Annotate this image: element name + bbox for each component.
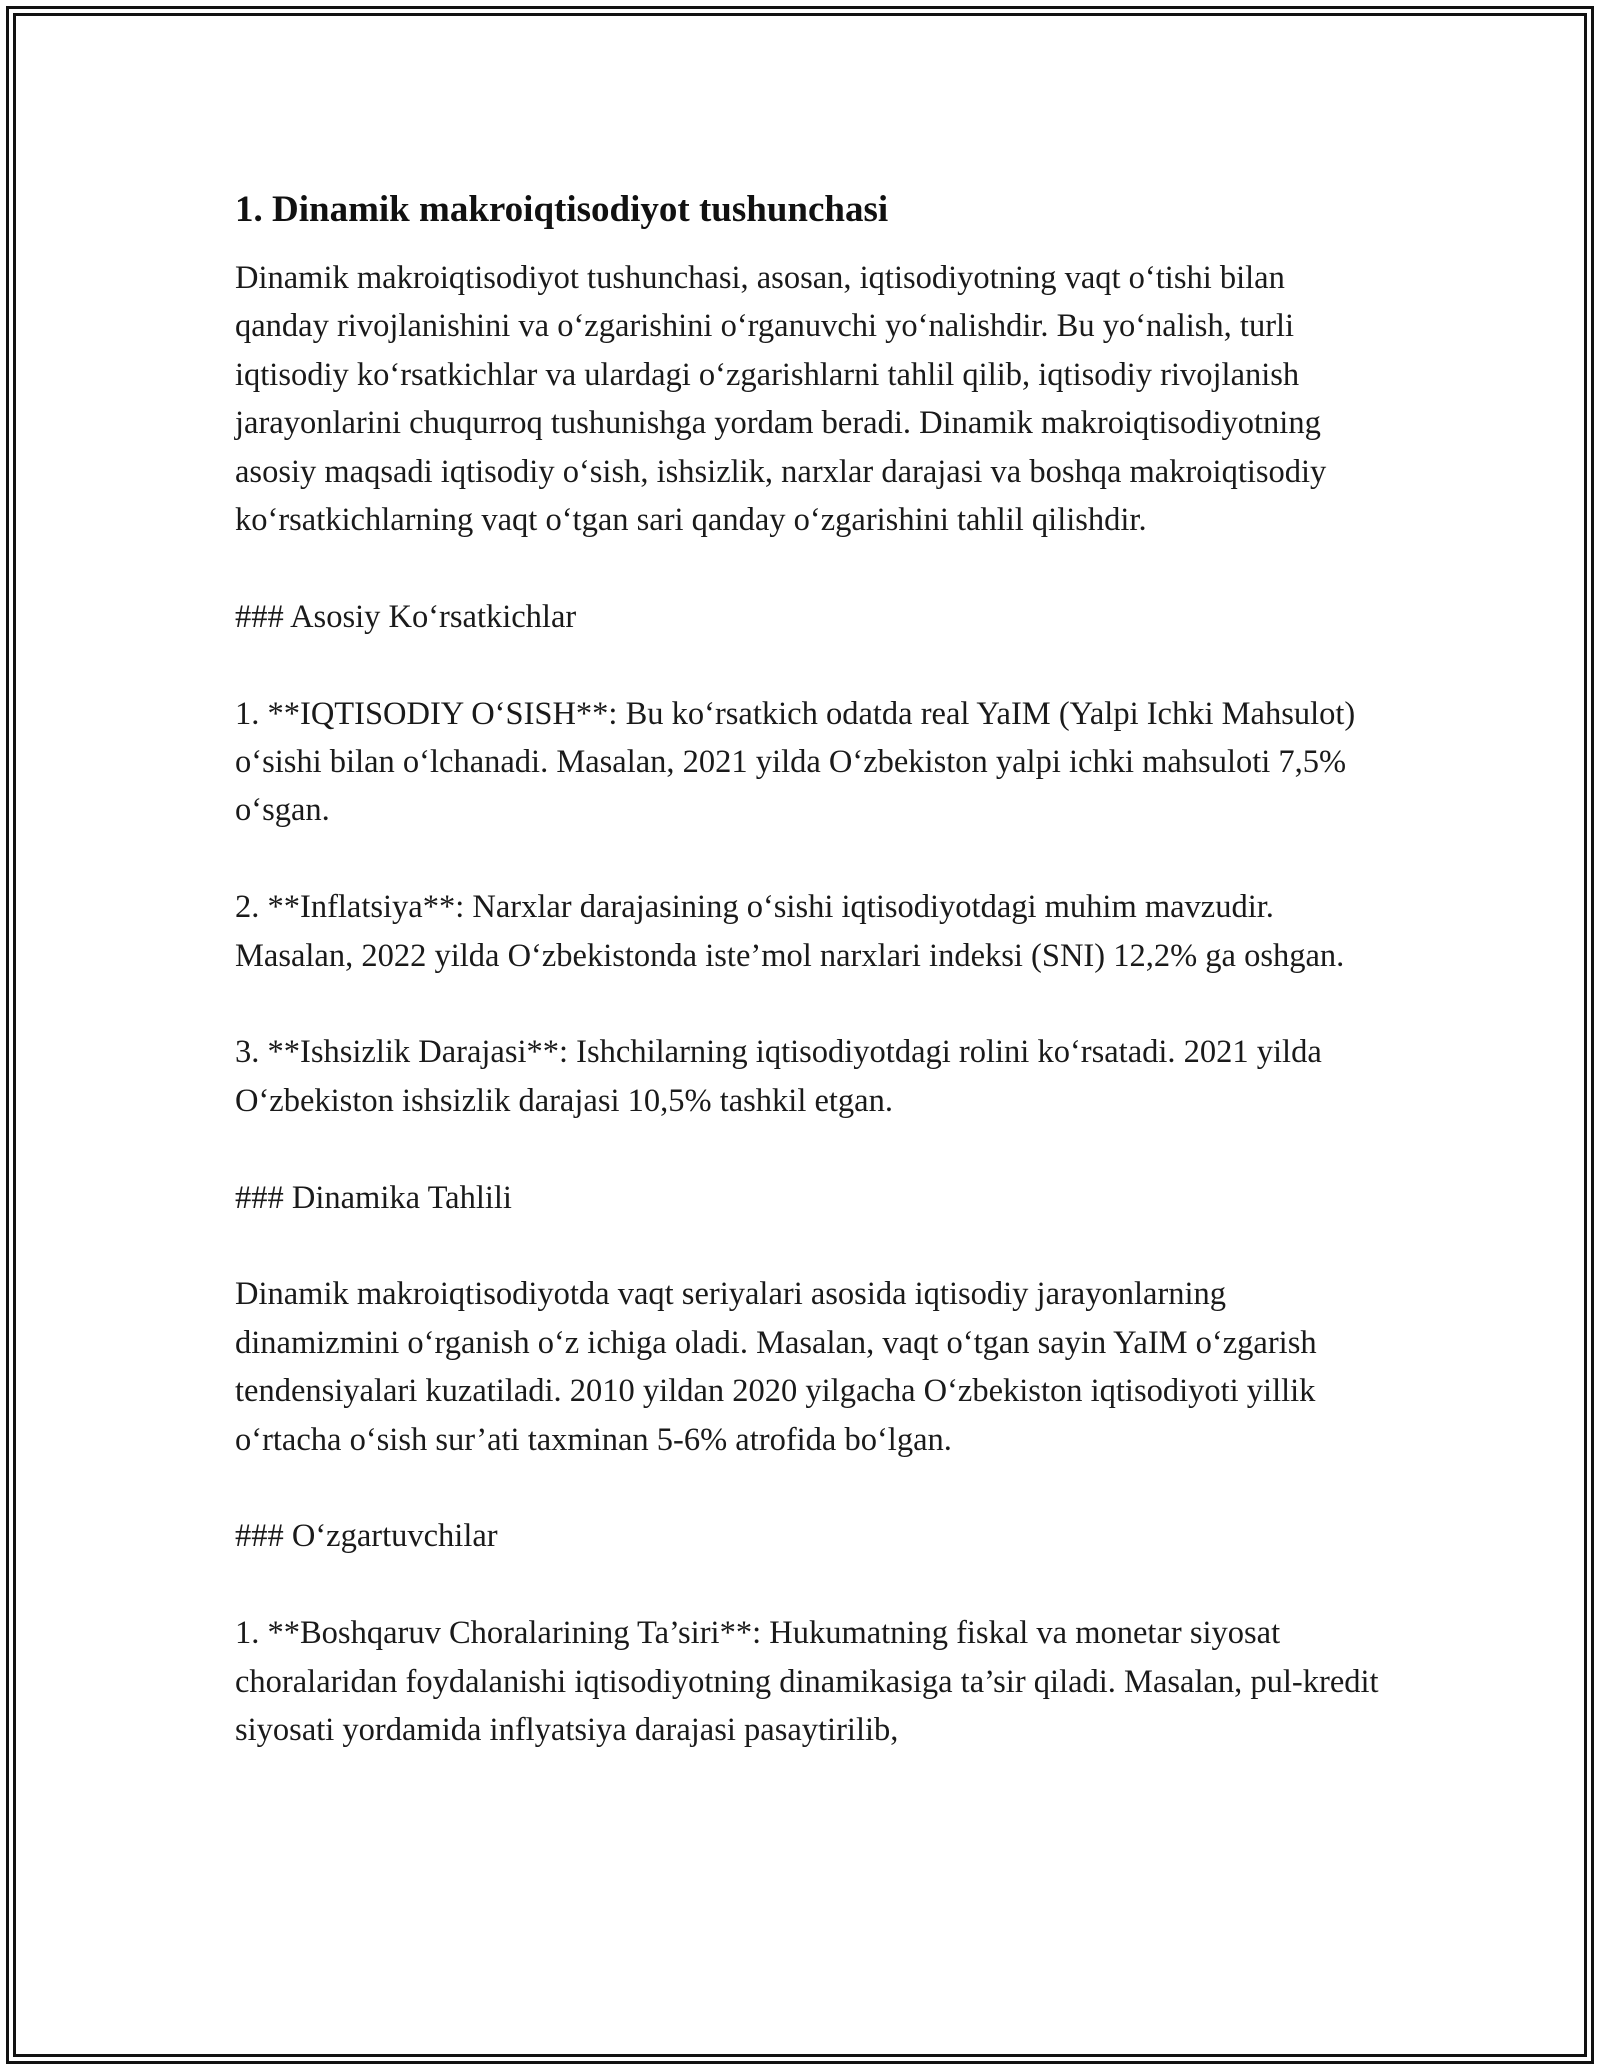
list-item-boshqaruv: 1. **Boshqaruv Choralarining Ta’siri**: Hukumatning fiskal va monetar siyosat choralaridan foydalanishi iqtisodiyotning dinamikasiga ta’sir qiladi. Masalan, pul-kredit siyosati yordamida inflyatsiya darajasi pasaytirilib, [235,1615,1379,1749]
list-item-ishsizlik: 3. **Ishsizlik Darajasi**: Ishchilarning iqtisodiyotdagi rolini ko‘rsatadi. 2021 yilda O‘zbekiston ishsizlik darajasi 10,5% tashkil etgan. [235,1034,1322,1119]
subheading-asosiy-korsatkichlar: ### Asosiy Ko‘rsatkichlar [235,598,577,635]
subheading-dinamika-tahlili: ### Dinamika Tahlili [235,1179,512,1216]
paragraph-dinamika: Dinamik makroiqtisodiyotda vaqt seriyalari asosida iqtisodiy jarayonlarning dinamizmini o‘rganish o‘z ichiga oladi. Masalan, vaqt o‘tgan sayin YaIM o‘zgarish tendensiyalari kuzatiladi. 2010 yildan 2020 yilgacha O‘zbekiston iqtisodiyoti yillik o‘rtacha o‘sish sur’ati taxminan 5-6% atrofida bo‘lgan. [235,1276,1317,1458]
list-item-inflatsiya: 2. **Inflatsiya**: Narxlar darajasining o‘sishi iqtisodiyotdagi muhim mavzudir. Masalan, 2022 yilda O‘zbekistonda iste’mol narxlari indeksi (SNI) 12,2% ga oshgan. [235,889,1345,974]
list-item-iqtisodiy-osish: 1. **IQTISODIY O‘SISH**: Bu ko‘rsatkich odatda real YaIM (Yalpi Ichki Mahsulot) o‘sishi bilan o‘lchanadi. Masalan, 2021 yilda O‘zbekiston yalpi ichki mahsuloti 7,5% o‘sgan. [235,695,1356,829]
subheading-ozgartuvchilar: ### O‘zgartuvchilar [235,1518,498,1555]
paragraph-intro: Dinamik makroiqtisodiyot tushunchasi, asosan, iqtisodiyotning vaqt o‘tishi bilan qanday rivojlanishini va o‘zgarishini o‘rganuvchi yo‘nalishdir. Bu yo‘nalish, turli iqtisodiy ko‘rsatkichlar va ulardagi o‘zgarishlarni tahlil qilib, iqtisodiy rivojlanish jarayonlarini chuqurroq tushunishga yordam beradi. Dinamik makroiqtisodiyotning asosiy maqsadi iqtisodiy o‘sish, ishsizlik, narxlar darajasi va boshqa makroiqtisodiy ko‘rsatkichlarning vaqt o‘tgan sari qanday o‘zgarishini tahlil qilishdir. [235,260,1327,539]
section-title: 1. Dinamik makroiqtisodiyot tushunchasi [235,189,889,230]
document-body [235,186,1385,1803]
